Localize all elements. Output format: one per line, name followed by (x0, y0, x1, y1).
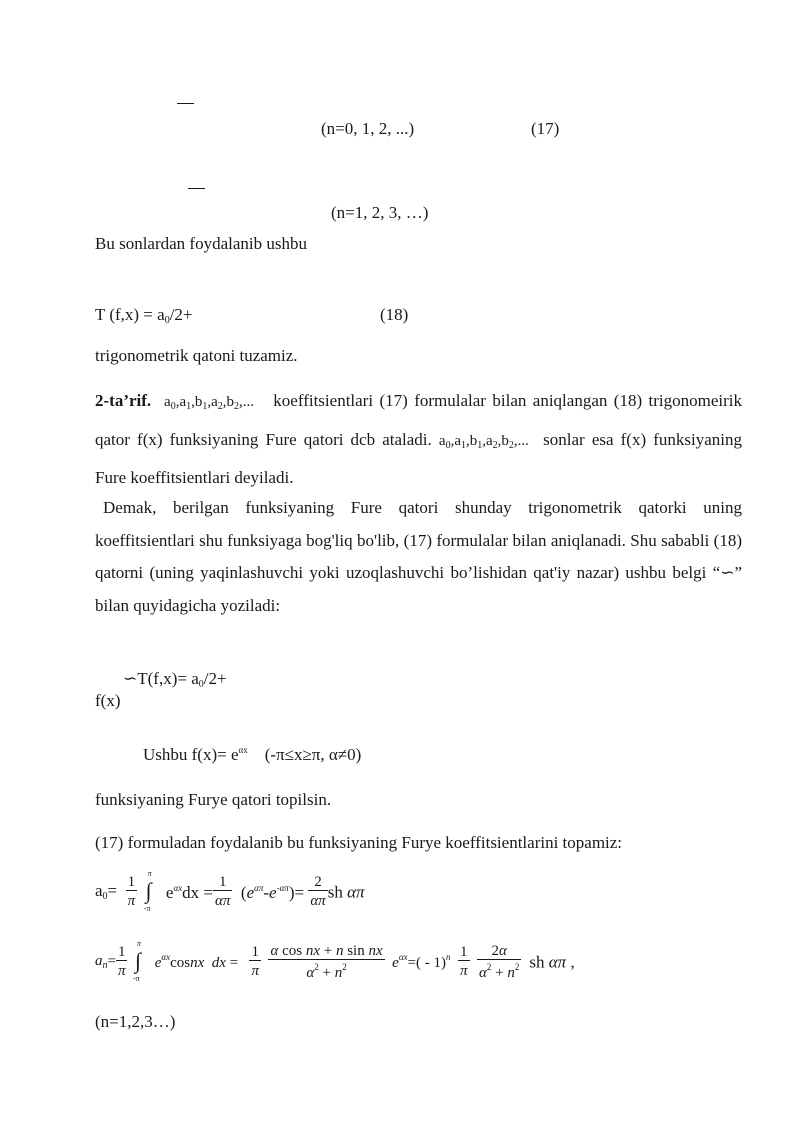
definition-paragraph: 2-ta’rif. $a_0,a_1,b_1,a_2,b_2$,... koeffitsientlari (17) formulalar bilan aniqlangan (18) trigonomeirik qator f(x) funksiyaning Fure qatori dcb ataladi. $a_0,a_1,b_1,a_2,b_2$,... sonlar esa f(x) funksiyaning Fure koeffitsientlari deyiladi. (95, 391, 743, 487)
definition-text-2: sonlar esa f(x) funksiyaning Fure koeffitsientlari deyiladi. (95, 429, 742, 487)
formula-18-lhs: T (f,x) = a (95, 305, 165, 324)
formula-17-range-2: (n=1, 2, 3, …) (331, 203, 429, 222)
fraction-bar-b (188, 188, 205, 189)
series-formula: ∽T(f,x)= $a_0/2+$ (123, 669, 227, 690)
definition-title: 2-ta’rif. (95, 391, 152, 410)
formula-18-label: (18) (380, 305, 409, 324)
intro-text: Bu sonlardan foydalanib ushbu (95, 234, 307, 253)
formula-17-range: (n=0, 1, 2, ...) (321, 119, 415, 138)
formula-17-label: (17) (531, 119, 560, 138)
definition-coeffs: $a_0,a_1,b_1,a_2,b_2$,... (164, 394, 255, 412)
demak-paragraph: Demak, berilgan funksiyaning Fure qatori shunday trigonometrik qatorki uning koeffitsientlari shu funksiyaga bog'liq bo'lib, (17) formulalar bilan aniqlanadi. Shu sababli (18) qatorni (uning yaqinlashuvchi yoki uzoqlashuvchi bo’lishidan qat'iy nazar) ushbu belgi “∽” bilan quyidagicha yoziladi: (95, 498, 742, 615)
coef-text: (17) formuladan foydalanib bu funksiyaning Furye koeffitsientlarini topamiz: (95, 833, 623, 852)
n-range: (n=1,2,3…) (95, 1012, 176, 1031)
formula-18-rhs: /2+ (169, 305, 193, 324)
definition-text-1: koeffitsientlari (17) formulalar bilan aniqlangan (18) trigonomeirik qator f(x) funksiyaning Fure qatori dcb ataladi. (95, 391, 743, 449)
example-line: Ushbu $f(x)= e^{\alpha x}$ (-π≤x≥π, α≠0) (143, 745, 362, 764)
formula-18: T $(f,x) = a_0/2+$ (95, 305, 193, 326)
series-formula-lhs: f(x) (95, 691, 121, 710)
formula-an: $a_n=$ $\frac{1}{\pi}$ ∫ π -π $e^{\alpha x}cosnx$ dx = $\frac{1}{\pi}$ $\frac{\text{α cos nx + n sin nx}}{\alpha^2 + n^2}$ $e^{\alpha x}=( - 1)^n$ $\frac{1}{\pi}$ $\frac{2\alpha}{\alpha^2 + n^2}$ sh απ , (95, 939, 575, 983)
find-text: funksiyaning Furye qatori topilsin. (95, 790, 332, 809)
fraction-bar-a (177, 103, 194, 104)
formula-a0: $a_0=$ $\frac{1}{\pi}$ ∫ π -π $e^{\alpha x}dx$ = $\frac{1}{\alpha\pi}$ $(e^{\alpha\pi}-e^{-\alpha\pi})=$ $\frac{2}{\alpha\pi}$ sh απ (95, 869, 365, 913)
trig-text: trigonometrik qatoni tuzamiz. (95, 346, 298, 365)
